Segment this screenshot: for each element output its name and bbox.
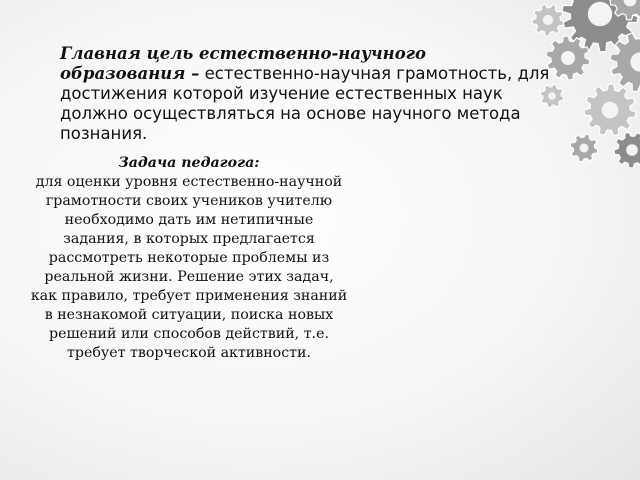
gear-icon (570, 134, 598, 162)
gear-hole (561, 51, 575, 65)
gear-hole (580, 144, 589, 153)
main-goal-rest: естественно-научная грамотность, для достижения которой изучение естественных наук должно осуществляться на основе научного метода познания. (60, 64, 550, 143)
gear-icon (614, 132, 640, 168)
gear-hole (602, 102, 619, 119)
teacher-task-title: Задача педагога: (118, 155, 260, 171)
gear-hole (543, 15, 553, 25)
main-goal-paragraph (60, 44, 550, 144)
teacher-task-body: для оценки уровня естественно-научной грамотности своих учеников учителю необходимо дать им нетипичные задания, в которых предлагается рассмотреть некоторые проблемы из реальной жизни. Решение этих задач, как правило, требует применения знаний в незнакомой ситуации, поиска новых решений или способов действий, т.е. требует творческой активности. (30, 174, 348, 361)
teacher-task-block (30, 154, 348, 363)
gear-icon (584, 84, 636, 136)
gear-icon (546, 36, 590, 80)
gear-icon (532, 4, 564, 36)
gear-hole (588, 2, 612, 26)
main-goal-lead: Главная цель естественно-научного образования – (60, 44, 427, 83)
gear-hole (626, 144, 638, 156)
